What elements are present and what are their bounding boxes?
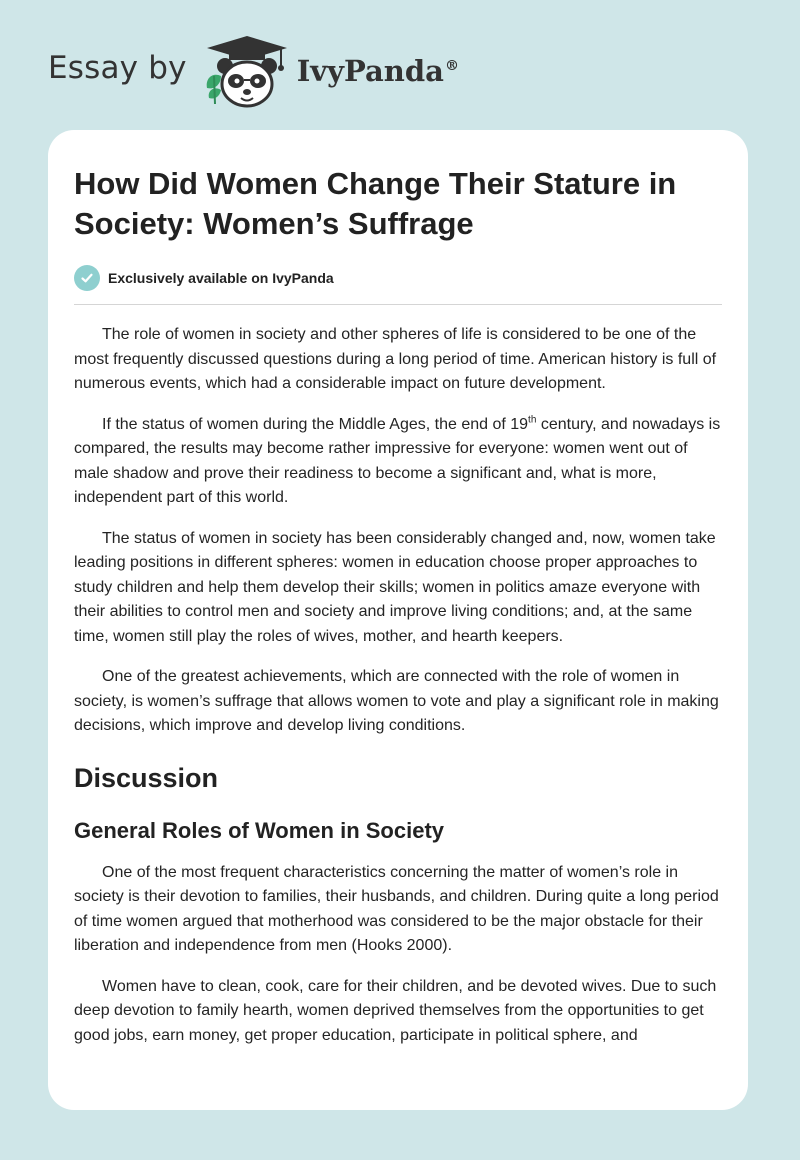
paragraph-intro: The role of women in society and other spheres of life is considered to be one of the most frequently discussed questions during a long period of time. American history is full of numerous events, which had a considerable impact on future development.: [74, 326, 717, 392]
registered-mark: ®: [444, 58, 459, 75]
brand-name: IvyPanda®: [296, 54, 459, 88]
essay-card: [48, 130, 748, 1110]
paragraph-status-changed: The status of women in society has been considerably changed and, now, women take leading positions in different spheres: women in education choose proper approaches to study children and help them develop their skills; women in politics amaze everyone with their abilities to control men and society and improve living conditions; and, at the same time, women still play the roles of wives, mother, and hearth keepers.: [74, 529, 716, 645]
brand-header[interactable]: [48, 32, 459, 112]
check-icon: [74, 265, 100, 291]
superscript-th: th: [528, 414, 537, 426]
paragraph-suffrage: One of the greatest achievements, which are connected with the role of women in society, is women’s suffrage that allows women to vote and play a significant role in making decisions, which improve and develop living conditions.: [74, 668, 719, 734]
title-divider: [74, 304, 722, 305]
heading-discussion: Discussion: [74, 762, 219, 793]
paragraph-devotion: One of the most frequent characteristics concerning the matter of women’s role in society is their devotion to families, their husbands, and children. During quite a long period of time women argued that motherhood was considered to be the major obstacle for their liberation and independence from men (Hooks 2000).: [74, 863, 719, 954]
exclusive-badge: [74, 264, 722, 292]
paragraph-household: Women have to clean, cook, care for their children, and be devoted wives. Due to such deep devotion to family hearth, women deprived themselves from the opportunities to get good jobs, earn money, get proper education, participate in political sphere, and: [74, 977, 717, 1044]
panda-graduation-cap-icon: [201, 32, 293, 112]
brand-prefix: Essay by: [48, 50, 187, 86]
paragraph-status-comparison: If the status of women during the Middle Ages, the end of 19th century, and nowadays is compared, the results may become rather impressive for everyone: women went out of male shadow and prove their readiness to become a significant and, what is more, independent part of this world.: [74, 414, 721, 506]
heading-general-roles: General Roles of Women in Society: [74, 817, 445, 843]
essay-content: [74, 164, 722, 1064]
essay-title: How Did Women Change Their Stature in Society: Women’s Suffrage: [74, 166, 677, 241]
exclusive-label: Exclusively available on IvyPanda: [108, 270, 334, 286]
